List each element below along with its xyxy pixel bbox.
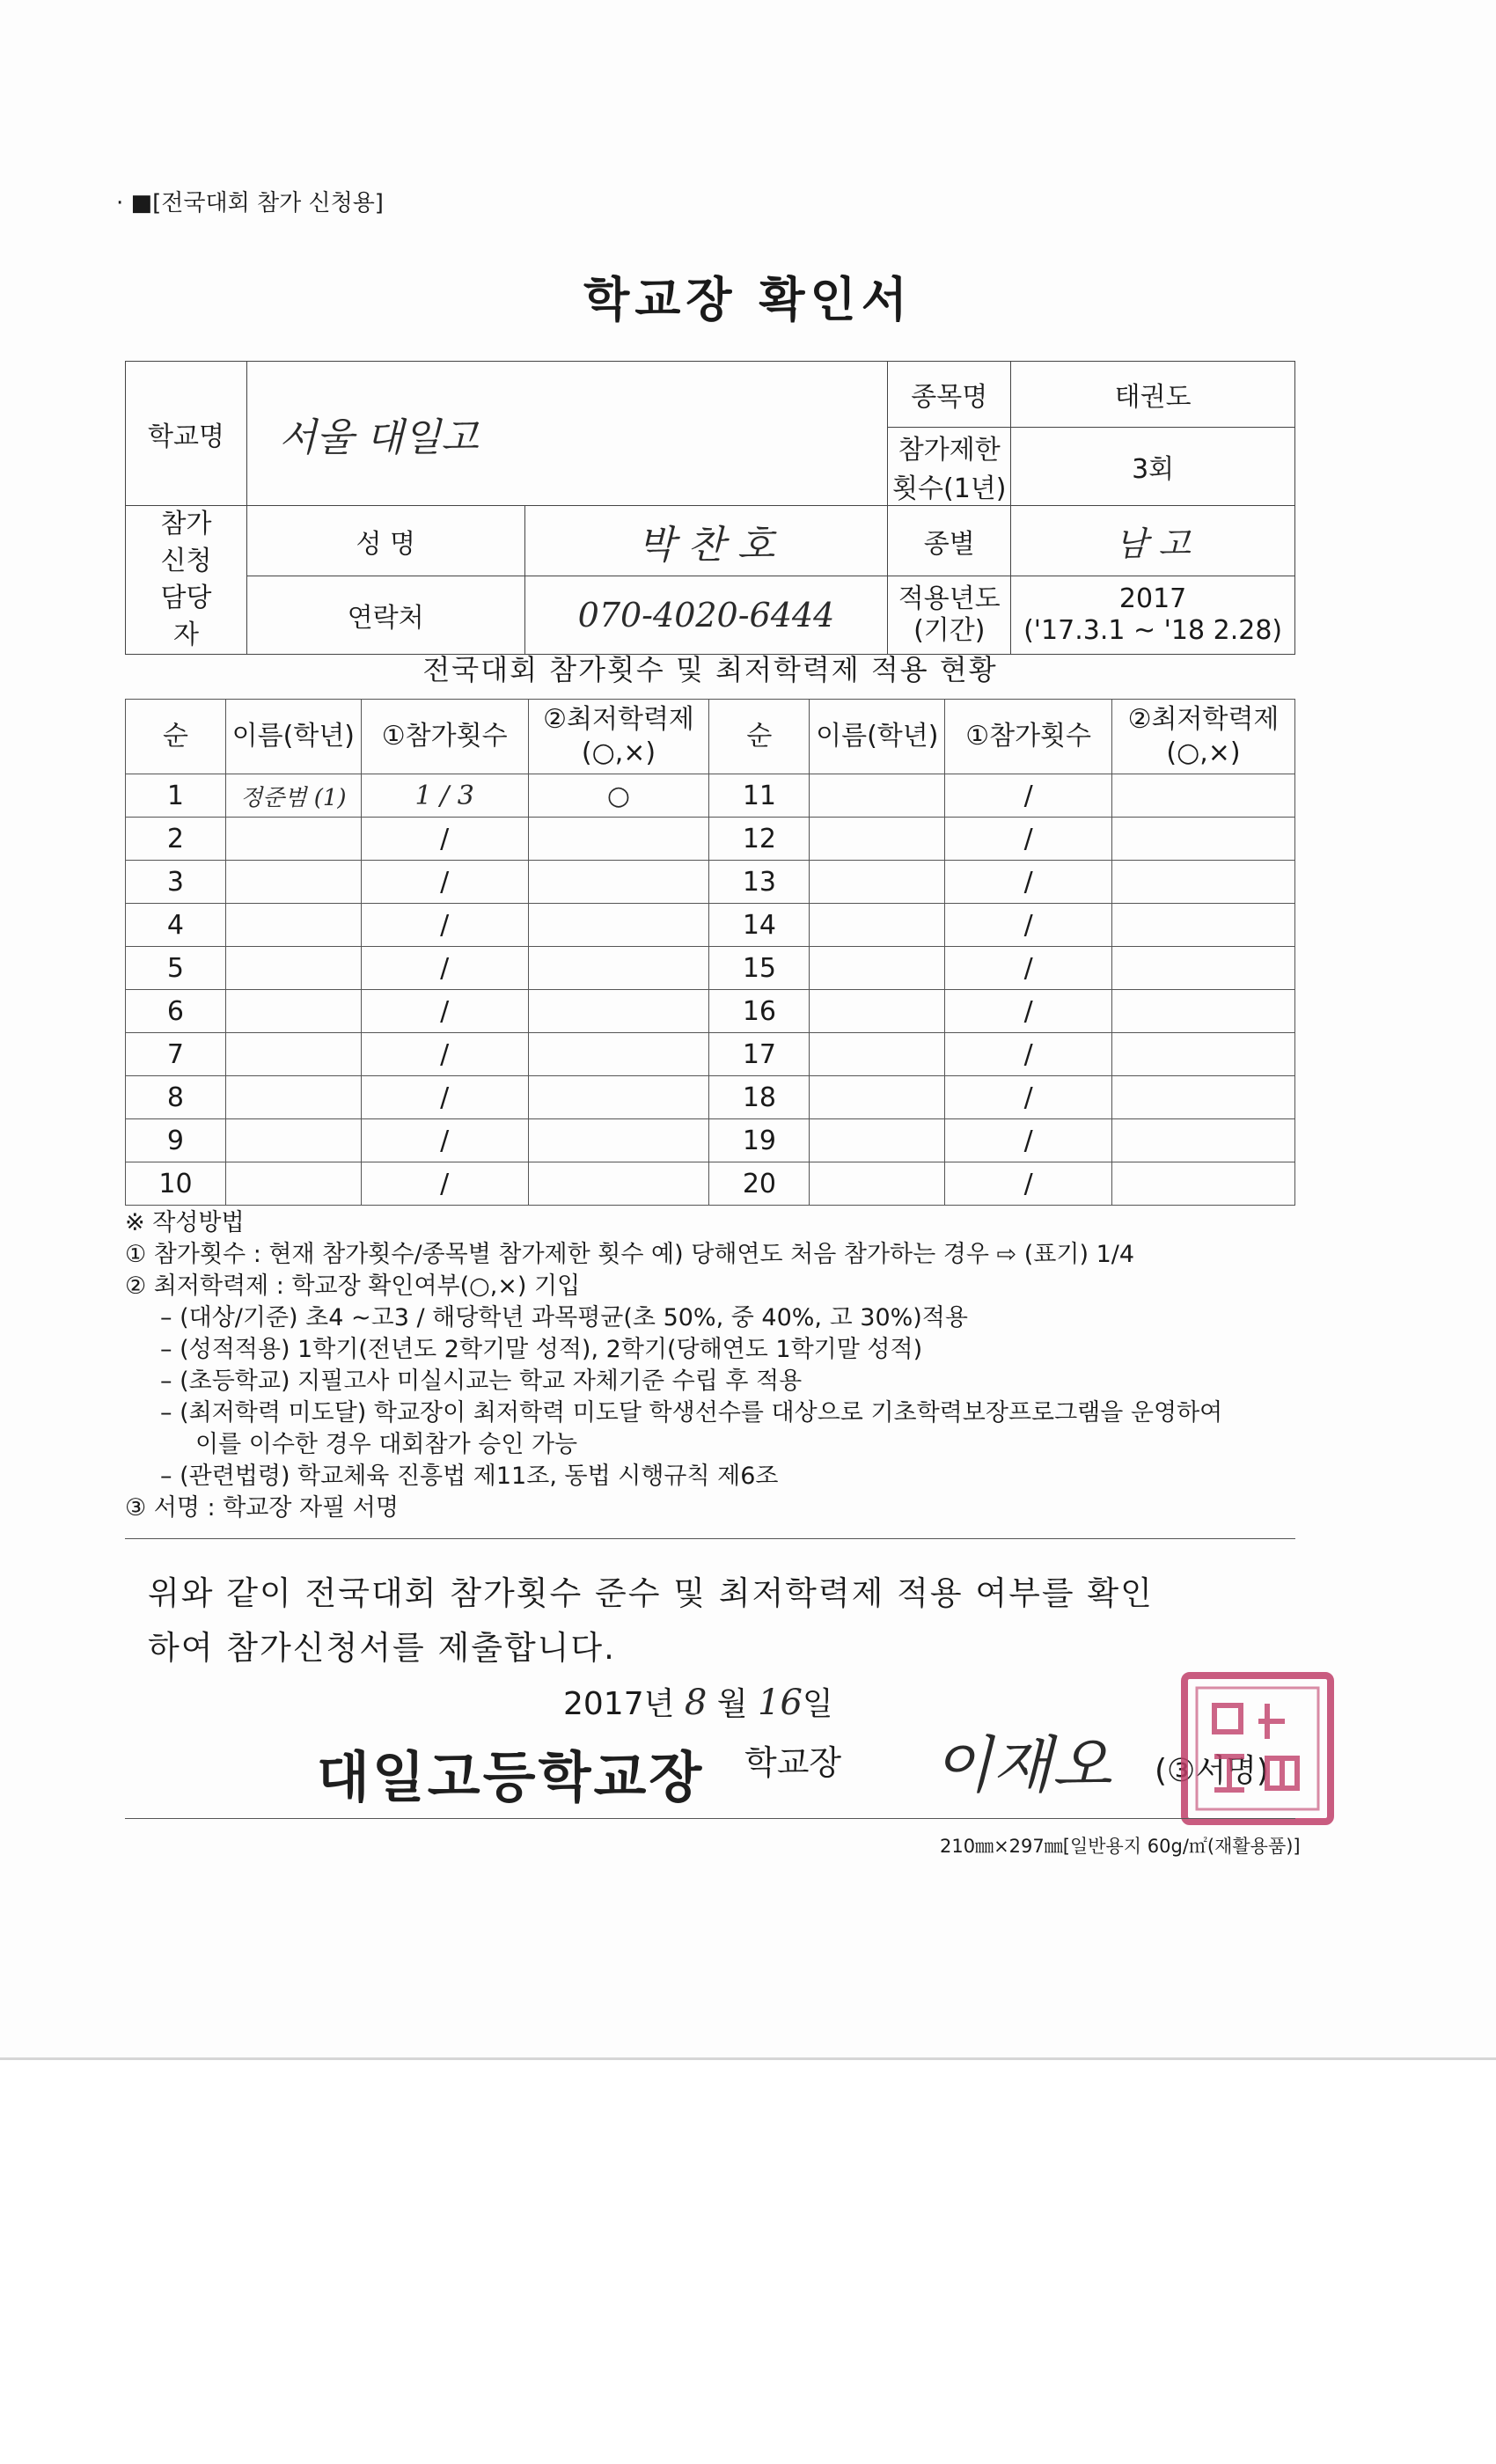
row-count: / — [945, 947, 1112, 990]
header-no: 순 — [126, 700, 226, 774]
row-no: 9 — [126, 1119, 226, 1162]
row-count: / — [361, 1033, 528, 1076]
row-count: / — [945, 1162, 1112, 1206]
table-row — [126, 818, 1295, 861]
row-min-academic — [1112, 1162, 1295, 1206]
row-name — [810, 774, 945, 818]
row-name — [810, 1119, 945, 1162]
header-count: ①참가횟수 — [361, 700, 528, 774]
header-no: 순 — [709, 700, 810, 774]
form-type-tag: · ■[전국대회 참가 신청용] — [116, 190, 384, 216]
row-no: 14 — [709, 904, 810, 947]
row-min-academic — [1112, 774, 1295, 818]
official-seal-icon — [1179, 1670, 1336, 1827]
note-line: – (최저학력 미도달) 학교장이 최저학력 미도달 학생선수를 대상으로 기초학력보장프로그램을 운영하여 — [160, 1399, 1223, 1426]
row-name — [810, 1076, 945, 1119]
date-day-unit: 일 — [802, 1686, 833, 1722]
row-name — [225, 904, 361, 947]
row-count: / — [361, 990, 528, 1033]
row-min-academic: ○ — [528, 774, 709, 818]
row-count: / — [361, 1076, 528, 1119]
row-min-academic — [528, 947, 709, 990]
row-no: 15 — [709, 947, 810, 990]
date-year: 2017년 — [563, 1686, 675, 1722]
principal-label: 학교장 — [744, 1743, 842, 1782]
row-count: / — [945, 818, 1112, 861]
row-no: 4 — [126, 904, 226, 947]
row-count: / — [361, 861, 528, 904]
row-name — [810, 861, 945, 904]
note-line: – (대상/기준) 초4 ~고3 / 해당학년 과목평균(초 50%, 중 40%, 고 30%)적용 — [160, 1304, 968, 1331]
row-no: 12 — [709, 818, 810, 861]
table-row — [126, 947, 1295, 990]
confirmation-statement — [148, 1566, 1309, 1676]
year-value: 2017 — [1118, 583, 1187, 615]
row-min-academic — [528, 1076, 709, 1119]
row-no: 3 — [126, 861, 226, 904]
header-count: ①참가횟수 — [945, 700, 1112, 774]
row-no: 6 — [126, 990, 226, 1033]
note-line: – (초등학교) 지필고사 미실시교는 학교 자체기준 수립 후 적용 — [160, 1368, 803, 1395]
table-row — [126, 904, 1295, 947]
row-min-academic — [1112, 990, 1295, 1033]
row-count: / — [945, 1119, 1112, 1162]
row-count: / — [945, 1076, 1112, 1119]
row-min-academic — [1112, 1119, 1295, 1162]
row-name — [810, 818, 945, 861]
row-count: 1 / 3 — [361, 774, 528, 818]
row-name — [225, 818, 361, 861]
divider — [125, 1818, 1295, 1819]
row-name — [810, 1162, 945, 1206]
note-line: – (성적적용) 1학기(전년도 2학기말 성적), 2학기(당해연도 1학기말 성적) — [160, 1336, 923, 1363]
row-no: 13 — [709, 861, 810, 904]
header-name: 이름(학년) — [225, 700, 361, 774]
row-name — [225, 1033, 361, 1076]
row-min-academic — [1112, 904, 1295, 947]
row-no: 16 — [709, 990, 810, 1033]
year-cell — [1011, 576, 1295, 655]
info-table — [125, 361, 1295, 655]
note-line: – (관련법령) 학교체육 진흥법 제11조, 동법 시행규칙 제6조 — [160, 1463, 779, 1490]
row-no: 11 — [709, 774, 810, 818]
table-row — [126, 1033, 1295, 1076]
school-value: 서울 대일고 — [246, 362, 887, 506]
writing-instructions — [125, 1207, 1304, 1524]
row-no: 8 — [126, 1076, 226, 1119]
page-edge — [0, 2057, 1496, 2060]
division-label: 종별 — [888, 506, 1011, 576]
row-no: 5 — [126, 947, 226, 990]
row-min-academic — [528, 904, 709, 947]
row-no: 17 — [709, 1033, 810, 1076]
row-name — [225, 1119, 361, 1162]
row-no: 19 — [709, 1119, 810, 1162]
statement-line: 하여 참가신청서를 제출합니다. — [148, 1629, 616, 1667]
school-label: 학교명 — [126, 362, 247, 506]
participants-subtitle: 전국대회 참가횟수 및 최저학력제 적용 현황 — [422, 653, 998, 686]
row-min-academic — [528, 1162, 709, 1206]
name-label: 성 명 — [246, 506, 524, 576]
row-min-academic — [528, 1033, 709, 1076]
participants-table — [125, 699, 1295, 1206]
table-row — [126, 861, 1295, 904]
school-name-stamp: 대일고등학교장 — [317, 1745, 705, 1809]
paper-spec-footnote: 210㎜×297㎜[일반용지 60g/㎡(재활용품)] — [940, 1836, 1301, 1857]
row-count: / — [945, 990, 1112, 1033]
note-line: ③ 서명 : 학교장 자필 서명 — [125, 1494, 399, 1522]
row-name — [810, 947, 945, 990]
event-value: 태권도 — [1011, 362, 1295, 428]
date-month-unit: 월 — [716, 1686, 748, 1722]
document-title: 학교장 확인서 — [583, 272, 913, 327]
row-min-academic — [528, 1119, 709, 1162]
note-line: 이를 이수한 경우 대회참가 승인 가능 — [195, 1431, 578, 1458]
row-min-academic — [528, 990, 709, 1033]
table-row — [126, 1119, 1295, 1162]
date-month: 8 — [684, 1683, 708, 1723]
note-line: ① 참가횟수 : 현재 참가횟수/종목별 참가제한 횟수 예) 당해연도 처음 참가하는 경우 ⇨ (표기) 1/4 — [125, 1241, 1135, 1268]
row-name — [810, 990, 945, 1033]
year-label: 적용년도 (기간) — [888, 576, 1011, 655]
row-count: / — [361, 818, 528, 861]
participants-header-row — [126, 700, 1295, 774]
row-min-academic — [1112, 947, 1295, 990]
period-value: ('17.3.1 ~ '18 2.28) — [1023, 615, 1283, 647]
table-row — [126, 774, 1295, 818]
note-line: ② 최저학력제 : 학교장 확인여부(○,×) 기입 — [125, 1272, 581, 1300]
header-min-academic: ②최저학력제 (○,×) — [528, 700, 709, 774]
phone-value: 070-4020-6444 — [524, 576, 888, 655]
row-no: 7 — [126, 1033, 226, 1076]
row-name — [225, 1162, 361, 1206]
table-row — [126, 1076, 1295, 1119]
phone-label: 연락처 — [246, 576, 524, 655]
row-count: / — [361, 947, 528, 990]
row-count: / — [361, 904, 528, 947]
table-row — [126, 990, 1295, 1033]
table-row — [126, 1162, 1295, 1206]
row-count: / — [945, 904, 1112, 947]
row-min-academic — [1112, 861, 1295, 904]
row-count: / — [945, 1033, 1112, 1076]
row-name — [225, 947, 361, 990]
row-name: 정준범 (1) — [225, 774, 361, 818]
event-label: 종목명 — [888, 362, 1011, 428]
limit-label: 참가제한 횟수(1년) — [888, 428, 1011, 506]
header-name: 이름(학년) — [810, 700, 945, 774]
row-min-academic — [1112, 818, 1295, 861]
row-count: / — [945, 861, 1112, 904]
row-name — [810, 904, 945, 947]
limit-value: 3회 — [1011, 428, 1295, 506]
date-day: 16 — [758, 1683, 803, 1723]
row-no: 10 — [126, 1162, 226, 1206]
division-value: 남 고 — [1011, 506, 1295, 576]
header-min-academic: ②최저학력제 (○,×) — [1112, 700, 1295, 774]
divider — [125, 1538, 1295, 1539]
row-count: / — [361, 1119, 528, 1162]
issue-date — [563, 1679, 833, 1724]
row-name — [225, 1076, 361, 1119]
row-no: 1 — [126, 774, 226, 818]
row-min-academic — [528, 818, 709, 861]
row-no: 20 — [709, 1162, 810, 1206]
row-min-academic — [1112, 1033, 1295, 1076]
row-no: 18 — [709, 1076, 810, 1119]
statement-line: 위와 같이 전국대회 참가횟수 준수 및 최저학력제 적용 여부를 확인 — [148, 1574, 1154, 1612]
row-min-academic — [528, 861, 709, 904]
row-min-academic — [1112, 1076, 1295, 1119]
row-count: / — [361, 1162, 528, 1206]
note-line: ※ 작성방법 — [125, 1209, 245, 1236]
principal-signature: 이재오 — [933, 1729, 1111, 1801]
contact-group-label: 참가 신청 담당자 — [126, 506, 247, 655]
row-name — [810, 1033, 945, 1076]
name-value: 박 찬 호 — [524, 506, 888, 576]
row-no: 2 — [126, 818, 226, 861]
signature-label: (③서명) — [1155, 1753, 1269, 1789]
row-name — [225, 990, 361, 1033]
row-count: / — [945, 774, 1112, 818]
row-name — [225, 861, 361, 904]
